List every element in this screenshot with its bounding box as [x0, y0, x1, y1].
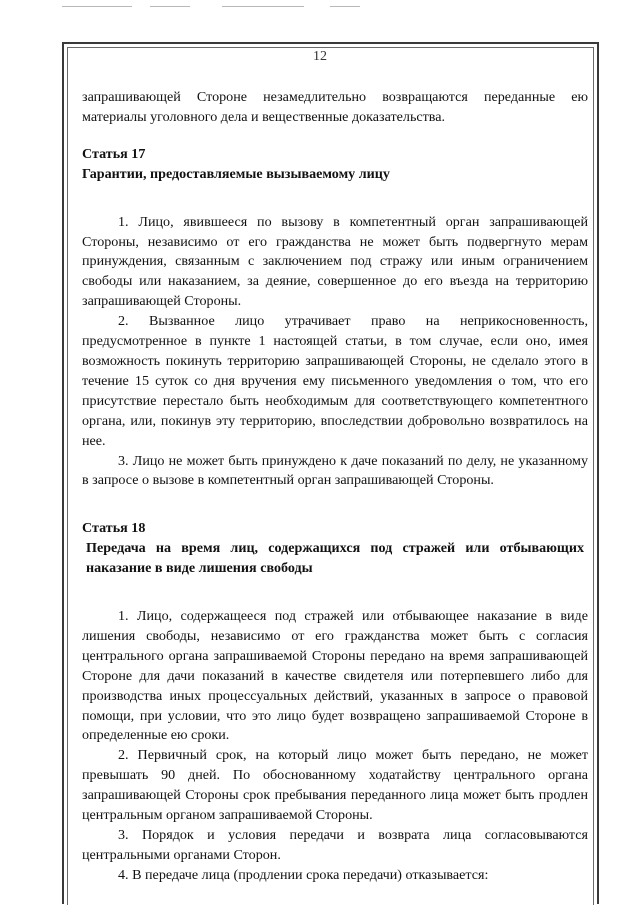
article-18-paragraph-3: 3. Порядок и условия передачи и возврата лица согласовываются центральными органами Сторон.: [82, 827, 588, 863]
article-18-subtitle: Передача на время лиц, содержащихся под стражей или отбывающих наказание в виде лишения свободы: [86, 540, 584, 577]
article-18-paragraph-1: 1. Лицо, содержащееся под стражей или отбывающее наказание в виде лишения свободы, независимо от его гражданства может быть с согласия центрального органа запрашиваемой Стороны передано на время запрашивающей Стороне для дачи показаний в качестве свидетеля или потерпевшего либо для производства иных процессуальных действий, указанных в запросе о правовой помощи, при условии, что это лицо будет возвращено запрашиваемой Стороне в определенные ею сроки.: [82, 608, 588, 744]
article-17-paragraph-3: 3. Лицо не может быть принуждено к даче показаний по делу, не указанному в запросе о вызове в компетентный орган запрашивающей Стороны.: [82, 452, 588, 489]
document-body: [82, 88, 588, 886]
intro-paragraph: запрашивающей Стороне незамедлительно возвращаются переданные ею материалы уголовного дела и вещественные доказательства.: [82, 89, 588, 125]
article-18-paragraph-2: 2. Первичный срок, на который лицо может быть передано, не может превышать 90 дней. По обоснованному ходатайству центрального органа запрашивающей Стороны срок пребывания переданного лица может быть продлен центральным органом запрашиваемой Стороны.: [82, 747, 588, 824]
scan-artifact-line: [222, 6, 304, 7]
article-17-subtitle: Гарантии, предоставляемые вызываемому лицу: [82, 165, 390, 182]
article-17-title: Статья 17: [82, 145, 146, 162]
scan-artifact-line: [330, 6, 360, 7]
scan-artifact-line: [62, 6, 132, 7]
page-number: 12: [313, 49, 327, 64]
article-17-paragraph-1: 1. Лицо, явившееся по вызову в компетентный орган запрашивающей Стороны, независимо от его гражданства не может быть подвергнуто мерам принуждения, связанным с заключением под стражу или иным ограничением свободы или наказанием, за деяние, совершенное до его въезда на территорию запрашивающей Стороны.: [82, 213, 588, 310]
article-17-paragraph-2: 2. Вызванное лицо утрачивает право на неприкосновенность, предусмотренное в пункте 1 настоящей статьи, в том случае, если оно, имея возможность покинуть территорию запрашивающей Стороны, не сделало этого в течение 15 суток со дня вручения ему письменного уведомления о том, что его присутствие перестало быть необходимым для соответствующего компетентного органа, или, покинув эту территорию, впоследствии добровольно возвратилось на нее.: [82, 313, 588, 449]
article-18-title: Статья 18: [82, 520, 146, 537]
article-18-paragraph-4: 4. В передаче лица (продлении срока передачи) отказывается:: [118, 866, 489, 883]
scan-artifact-line: [150, 6, 190, 7]
